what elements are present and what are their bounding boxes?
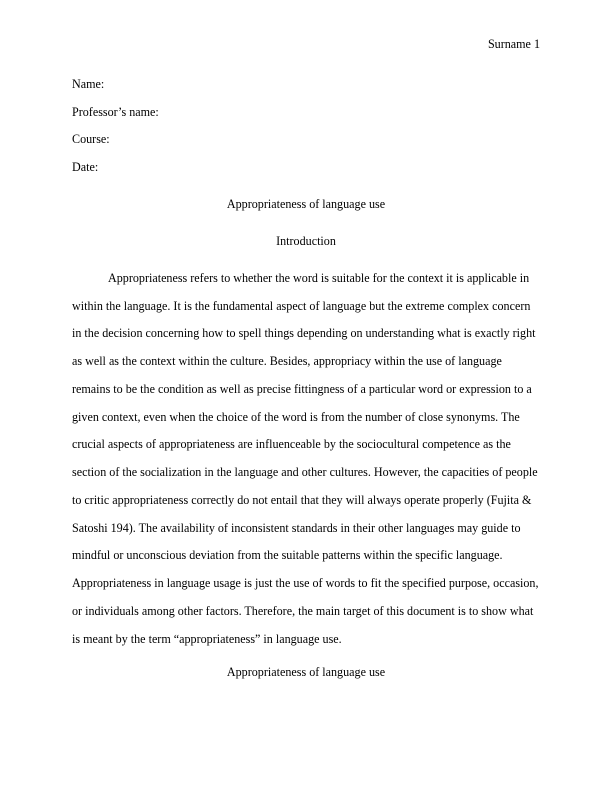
date-line: Date: [72,160,99,175]
student-name-line: Name: [72,77,105,91]
paper-title: Appropriateness of language use [226,197,386,212]
document-body [72,76,540,691]
professor-name-line: Professor’s name: [72,104,159,119]
section-heading: Appropriateness of language use [226,664,386,679]
introduction-paragraph: Appropriateness refers to whether the word is suitable for the context it is applicable in within the language. It is the fundamental aspect of language but the extreme complex concern in the decision concerning how to spell things depending on understanding what is exactly right as well as the context within the culture. Besides, appropriacy within the use of language remains to be the condition as well as precise fittingness of a particular word or expression to a given context, even when the choice of the word is from the number of close synonyms. The crucial aspects of appropriateness are influenceable by the sociocultural competence as the section of the socialization in the language and other cultures. However, the capacities of people to critic appropriateness correctly do not entail that they will always operate properly (Fujita & Satoshi 194). The availability of inconsistent standards in their other languages may guide to mindful or unconscious deviation from the suitable patterns within the specific language. Appropriateness in language usage is just the use of words to fit the specified purpose, occasion, or individuals among other factors. Therefore, the main target of this document is to show what is meant by the term “appropriateness” in language use. [72,270,539,646]
course-line: Course: [72,132,110,147]
introduction-heading: Introduction [276,234,336,249]
running-head: Surname 1 [487,37,540,51]
